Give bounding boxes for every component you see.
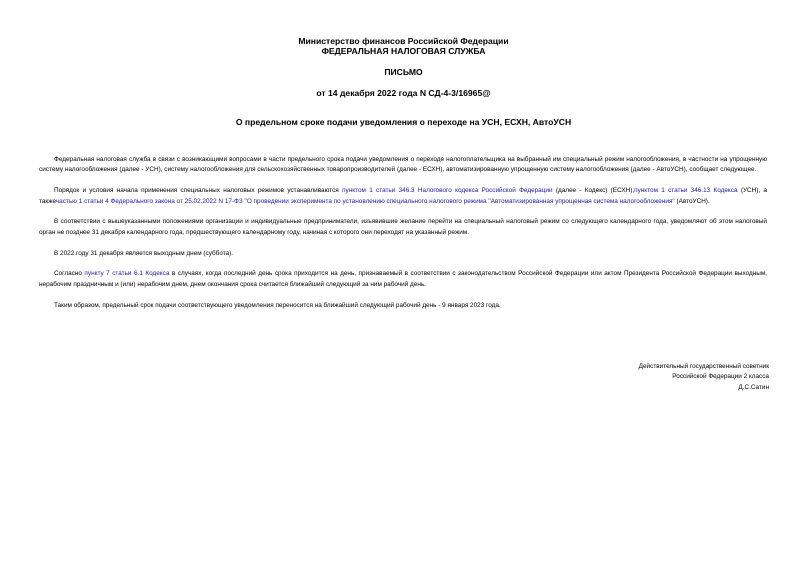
paragraph-legal-basis: [39, 186, 767, 207]
text-fragment: (УСН), а также: [39, 187, 767, 205]
service-title: ФЕДЕРАЛЬНАЯ НАЛОГОВАЯ СЛУЖБА: [321, 46, 486, 56]
signature-class: Российской Федерации 2 класса: [672, 373, 769, 381]
document-date-number: от 14 декабря 2022 года N СД-4-3/16965@: [316, 88, 491, 98]
signature-name: Д.С.Сатин: [738, 383, 769, 391]
paragraph-intro: Федеральная налоговая служба в связи с возникающими вопросами в части предельного срока подачи уведомления о переходе налогоплательщика на выбранный им специальный режим налогообложения, в частности на упрощенную систему налогообложения (далее - УСН), систему налогообложения для сельскохозяйственных товаропроизводителей (далее - ЕСХН), автоматизированную упрощенную систему налогообложения (далее - АвтоУСН), сообщает следующее.: [39, 156, 767, 174]
document-type: ПИСЬМО: [384, 67, 423, 77]
text-fragment: Порядок и условия начала применения специальных налоговых режимов устанавливаются: [54, 187, 343, 195]
document-body: [39, 155, 767, 321]
paragraph-deadline-rule: В соответствии с вышеуказанными положениями организации и индивидуальные предприниматели, изъявившие желание перейти на специальный налоговый режим со следующего календарного года, уведомляют об этом налоговый орган не позднее 31 декабря календарного года, предшествующего календарному году, начиная с которого они переходят на указанный режим.: [39, 218, 767, 236]
paragraph-code-reference: [39, 269, 767, 290]
ministry-title: Министерство финансов Российской Федерации: [298, 36, 509, 46]
text-fragment: в случаях, когда последний день срока приходится на день, признаваемый в соответствии с законодательством Российской Федерации или актом Президента Российской Федерации выходным, нерабочим праздничным и (или) нерабочим днем, днем окончания срока считается ближайший следующий за ним рабочий день.: [39, 270, 767, 288]
link-federal-law-17fz[interactable]: частью 1 статьи 4 Федерального закона от 25.02.2022 N 17-ФЗ "О проведении эксперимента по установлению специального налогового режима "Автоматизированная упрощенная система налогообложения": [55, 197, 675, 205]
text-fragment: (далее - Кодекс) (ЕСХН),: [552, 187, 635, 195]
text-fragment: Согласно: [54, 270, 85, 278]
text-fragment: (АвтоУСН).: [674, 197, 710, 205]
link-article-6-1[interactable]: пункту 7 статьи 6.1 Кодекса: [84, 270, 170, 278]
signature-title: Действительный государственный советник: [638, 363, 769, 370]
signature-block: [639, 362, 769, 393]
document-subject: О предельном сроке подачи уведомления о переходе на УСН, ЕСХН, АвтоУСН: [235, 117, 572, 127]
paragraph-conclusion: Таким образом, предельный срок подачи соответствующего уведомления переносится на ближайший следующий рабочий день - 9 января 2023 года.: [54, 301, 501, 309]
link-article-346-3[interactable]: пунктом 1 статьи 346.3 Налогового кодекса Российской Федерации: [342, 187, 553, 195]
paragraph-weekend-note: В 2022 году 31 декабря является выходным днем (суббота).: [54, 249, 234, 257]
link-article-346-13[interactable]: пунктом 1 статьи 346.13 Кодекса: [634, 187, 738, 195]
